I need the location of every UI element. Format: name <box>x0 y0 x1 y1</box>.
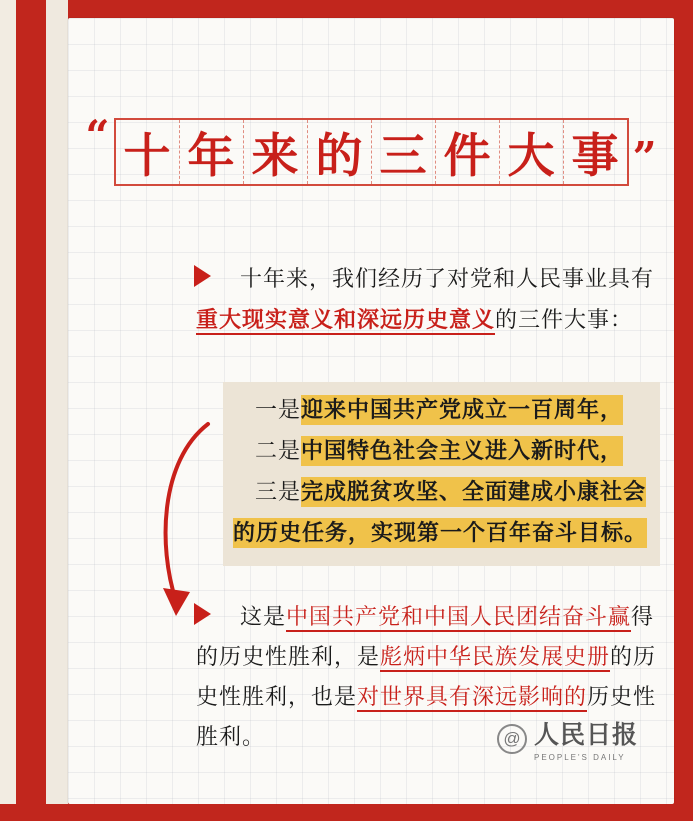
p2-seg-plain-2: 得的历史性胜利，是 <box>196 605 655 670</box>
logo-text-stack <box>534 715 638 762</box>
key-points-box <box>223 382 660 566</box>
bottom-red-strip <box>0 804 693 821</box>
list-item <box>233 390 650 431</box>
close-quote: ” <box>632 133 657 182</box>
spine-outer-strip <box>0 0 16 821</box>
list-item <box>233 472 650 513</box>
list-item <box>233 431 650 472</box>
title-char: 大 <box>500 120 564 184</box>
list-item-highlight: 的历史任务，实现第一个百年奋斗目标。 <box>233 520 648 546</box>
title-char: 件 <box>436 120 500 184</box>
spine-red-strip <box>16 0 46 821</box>
list-item-highlight: 迎来中国共产党成立一百周年， <box>301 397 624 423</box>
title-grid <box>114 118 629 186</box>
logo-name-cn: 人民日报 <box>533 720 638 749</box>
open-quote: “ <box>85 111 110 160</box>
paper-sheet <box>68 18 674 804</box>
title-block <box>68 111 674 186</box>
p2-seg-emphasis-1: 中国共产党和中国人民团结奋斗赢 <box>286 605 632 630</box>
publisher-logo <box>497 715 638 762</box>
list-item-prefix: 一是 <box>255 398 302 423</box>
at-icon: @ <box>497 724 527 754</box>
title-char: 十 <box>116 120 180 184</box>
spine-inner-strip <box>46 0 68 821</box>
p2-seg-emphasis-3: 对世界具有深远影响的 <box>357 685 588 710</box>
list-item-prefix: 二是 <box>255 439 302 464</box>
p1-seg-emphasis: 重大现实意义和深远历史意义 <box>196 307 496 333</box>
p2-seg-plain-1: 这是 <box>240 605 287 630</box>
title-char: 的 <box>308 120 372 184</box>
list-item <box>233 513 650 554</box>
title-char: 来 <box>244 120 308 184</box>
p2-seg-plain-3: 的历史性胜利，也是 <box>196 645 657 710</box>
title-char: 事 <box>571 128 619 184</box>
list-item-prefix: 三是 <box>255 480 302 505</box>
paragraph-one <box>196 260 658 341</box>
p1-seg-plain-2: 的三件大事： <box>495 308 634 333</box>
title-char: 三 <box>372 120 436 184</box>
logo-name-en: PEOPLE'S DAILY <box>533 753 626 762</box>
p2-seg-emphasis-2: 彪炳中华民族发展史册 <box>380 645 611 670</box>
list-item-highlight: 完成脱贫攻坚、全面建成小康社会 <box>301 479 647 505</box>
p1-seg-plain-1: 十年来，我们经历了对党和人民事业具有 <box>240 267 655 292</box>
title-char: 年 <box>180 120 244 184</box>
list-item-highlight: 中国特色社会主义进入新时代， <box>301 438 624 464</box>
p2-seg-plain-4: 历史性胜利。 <box>196 685 657 750</box>
